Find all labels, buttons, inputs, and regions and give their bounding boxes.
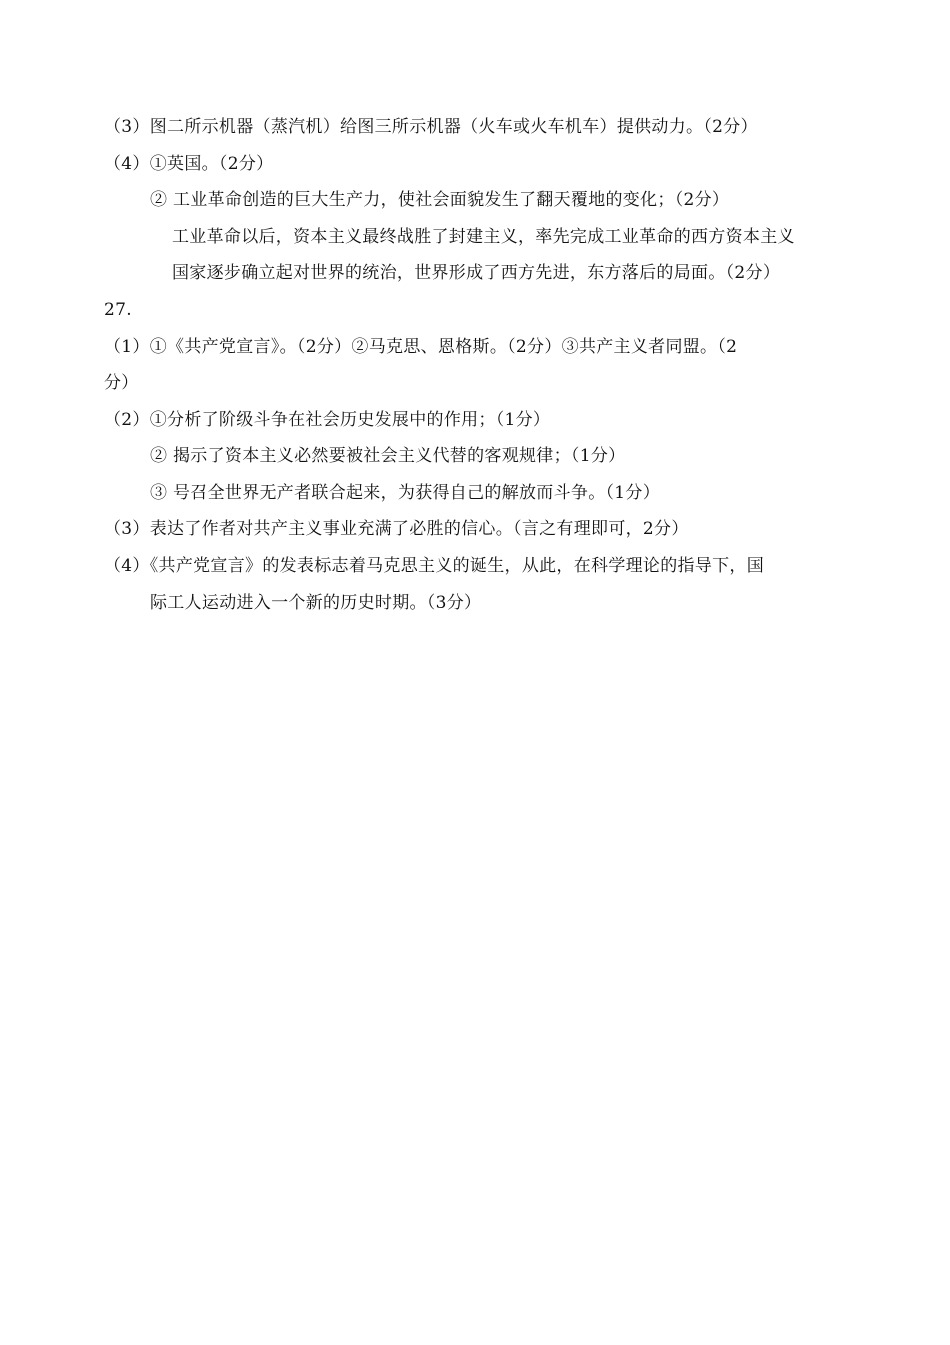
q27-part4-line2: 际工人运动进入一个新的历史时期。（3分） (150, 593, 482, 613)
q27-part1-line1: （1）①《共产党宣言》。（2分）②马克思、恩格斯。（2分）③共产主义者同盟。（2 (104, 337, 738, 357)
q27-part1-line2: 分） (104, 373, 139, 393)
q27-part2-point3: ③ 号召全世界无产者联合起来，为获得自己的解放而斗争。（1分） (150, 483, 661, 503)
question-number-27: 27. (104, 300, 132, 320)
q27-part4-line1: （4）《共产党宣言》的发表标志着马克思主义的诞生，从此，在科学理论的指导下，国 (104, 556, 765, 576)
q27-part3: （3）表达了作者对共产主义事业充满了必胜的信心。（言之有理即可，2分） (104, 519, 689, 539)
q26-part4-point3-line2: 国家逐步确立起对世界的统治，世界形成了西方先进，东方落后的局面。（2分） (172, 263, 781, 283)
q26-part4-point3-line1: 工业革命以后，资本主义最终战胜了封建主义，率先完成工业革命的西方资本主义 (172, 227, 795, 247)
q27-part2: （2）①分析了阶级斗争在社会历史发展中的作用；（1分） (104, 410, 551, 430)
q26-part4-point2: ② 工业革命创造的巨大生产力，使社会面貌发生了翻天覆地的变化；（2分） (150, 190, 730, 210)
q26-part3: （3）图二所示机器（蒸汽机）给图三所示机器（火车或火车机车）提供动力。（2分） (104, 117, 758, 137)
q26-part4: （4）①英国。（2分） (104, 154, 274, 174)
q27-part2-point2: ② 揭示了资本主义必然要被社会主义代替的客观规律；（1分） (150, 446, 626, 466)
